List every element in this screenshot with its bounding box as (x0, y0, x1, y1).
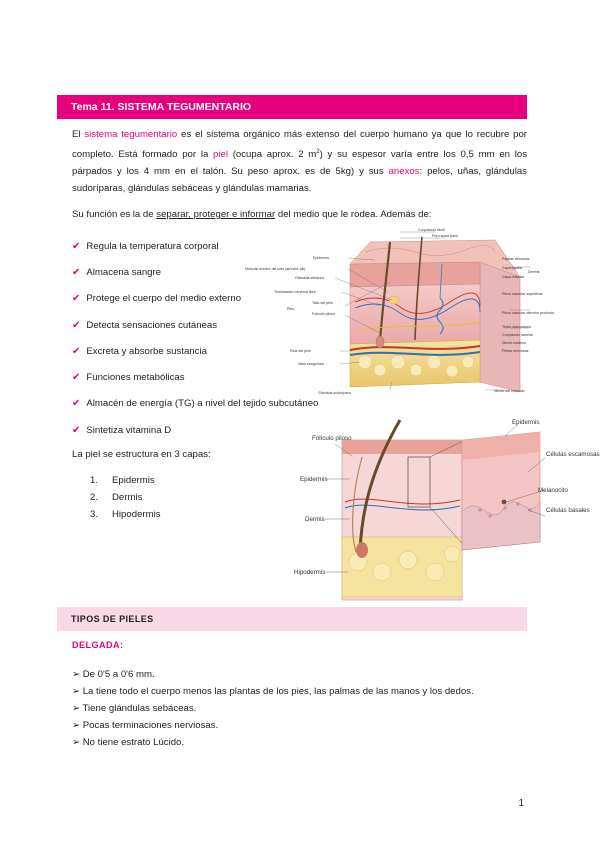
list-item: ✔ Almacena sangre (72, 266, 162, 278)
skin-layers-figure (290, 412, 600, 597)
check-icon: ✔ (72, 372, 81, 384)
fig1-label: Poro sudoríparo (432, 234, 458, 238)
list-item: ➢ Pocas terminaciones nerviosas. (72, 720, 219, 731)
function-underlined: separar, proteger e informar (156, 209, 276, 220)
intro-text: : pelos, uñas, glándulas sudoríparas, glándulas sebáceas y glándulas mamarias. (72, 165, 527, 194)
fig1-label: Corpúsculo táctil (418, 228, 445, 232)
fig1-label: Terminación nerviosa libre (274, 290, 316, 294)
arrow-icon: ➢ (72, 720, 81, 731)
skin-anatomy-figure (240, 222, 555, 410)
function-text: del medio que le rodea. Además de: (275, 209, 432, 220)
intro-text: es el sistema orgánico más extenso del cuerpo humano ya que lo recubre por completo. Está formado por la (72, 129, 527, 160)
fig1-label: Fibras nerviosas (502, 349, 529, 353)
fig1-label: Corpúsculo lamelar (502, 333, 533, 337)
arrow-icon: ➢ (72, 737, 81, 748)
superscript: 2 (316, 148, 320, 155)
intro-text: El (72, 129, 85, 140)
fig2-label: Epidermis (300, 476, 328, 483)
layers-intro: La piel se estructura en 3 capas: (72, 449, 211, 460)
arrow-icon: ➢ (72, 686, 81, 697)
term-sistema-tegumentario: sistema tegumentario (84, 129, 178, 140)
fig1-label: Músculo erector del pelo (arrector pili) (245, 267, 306, 271)
list-item: 1. Epidermis (90, 475, 155, 486)
fig1-label: Folículo piloso (312, 312, 335, 316)
section-title: TIPOS DE PIELES (71, 614, 154, 624)
list-item: ✔ Detecta sensaciones cutáneas (72, 319, 218, 331)
fig1-label: Glándula sebácea (295, 276, 324, 280)
check-icon: ✔ (72, 398, 81, 410)
fig2-label: Epidermis (512, 419, 540, 426)
fig1-label: Tallo del pelo (312, 301, 333, 305)
fig1-label: Plexo vascular dérmico profundo (502, 311, 555, 315)
fig1-label: Pelo (287, 307, 295, 311)
check-icon: ✔ (72, 319, 81, 331)
check-icon: ✔ (72, 424, 81, 436)
term-piel: piel (213, 148, 228, 160)
check-icon: ✔ (72, 345, 81, 357)
intro-text: ) y su espesor varía entre los 0,5 mm en los párpados y los 4 mm en el talón. Su peso aprox. es de 5kg) y sus (72, 148, 527, 177)
fig2-label: Dermis (305, 516, 325, 523)
arrow-icon: ➢ (72, 669, 81, 680)
chapter-header (57, 95, 527, 119)
fig1-label: Papilas dérmicas (502, 257, 530, 261)
chapter-title: Tema 11. SISTEMA TEGUMENTARIO (71, 101, 252, 113)
fig1-label: Epidermis (313, 256, 329, 260)
check-icon: ✔ (72, 293, 81, 305)
list-item: ✔ Funciones metabólicas (72, 372, 185, 384)
fig1-label: Tejido subcutáneo (502, 325, 531, 329)
section-header (57, 607, 527, 631)
function-text: Su función es la de (72, 209, 157, 220)
intro-paragraph (72, 127, 527, 197)
fig1-label: Glándula sudorípara (318, 391, 351, 395)
list-item: ✔ Excreta y absorbe sustancia (72, 345, 207, 357)
fig2-label: Células basales (546, 507, 590, 514)
list-item: ✔ Regula la temperatura corporal (72, 240, 219, 252)
page-number: 1 (518, 798, 524, 809)
list-item: ➢ De 0'5 a 0'6 mm. (72, 669, 155, 680)
fig2-label: Células escamosas (546, 451, 600, 458)
subsection-title: DELGADA: (72, 640, 124, 650)
delgada-list (72, 666, 527, 751)
list-item: ➢ No tiene estrato Lúcido. (72, 737, 185, 748)
list-item: ➢ Tiene glándulas sebáceas. (72, 703, 197, 714)
fig2-label: Melanocito (538, 487, 568, 494)
fig1-label: Capa reticular (502, 275, 525, 279)
arrow-icon: ➢ (72, 703, 81, 714)
check-icon: ✔ (72, 240, 81, 252)
check-icon: ✔ (72, 266, 81, 278)
fig1-label: Dermis (528, 270, 540, 274)
fig1-label: Raíz del pelo (290, 349, 311, 353)
fig1-label: Capa papilar (502, 266, 523, 270)
layers-list (90, 472, 161, 523)
list-item: 2. Dermis (90, 492, 143, 503)
list-item: ✔ Sintetiza vitamina D (72, 424, 172, 436)
intro-text: (ocupa aprox. 2 m (227, 148, 317, 160)
fig1-label: Nervio del músculo (494, 389, 525, 393)
list-item: ✔ Almacén de energía (TG) a nivel del tejido subcutáneo (72, 398, 319, 410)
fig1-label: Plexo vascular superficial (502, 292, 543, 296)
fig2-label: Hipodermis (294, 569, 326, 576)
fig2-label: Folículo piloso (312, 435, 352, 442)
list-item: ✔ Protege el cuerpo del medio externo (72, 293, 242, 305)
list-item: ➢ La tiene todo el cuerpo menos las plantas de los pies, las palmas de las manos y los dedos. (72, 686, 474, 697)
term-anexos: anexos (388, 165, 420, 177)
fig1-label: Vaso sanguíneo (298, 362, 324, 366)
list-item: 3. Hipodermis (90, 509, 161, 520)
fig1-label: Nervio cutáneo (502, 341, 527, 345)
